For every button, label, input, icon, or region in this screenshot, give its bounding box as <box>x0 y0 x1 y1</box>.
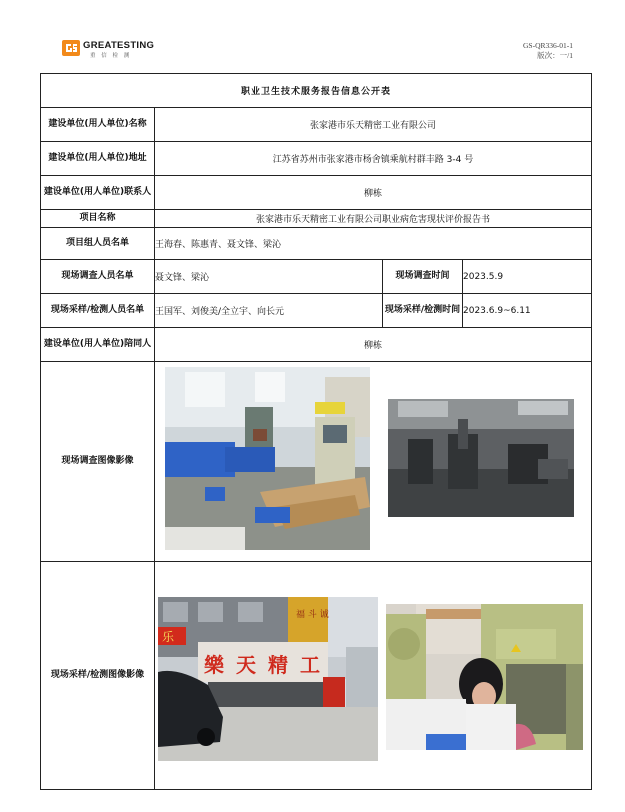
survey-photo-workshop <box>165 367 370 550</box>
logo-title: GREATESTING <box>83 40 155 51</box>
page-title: 职业卫生技术服务报告信息公开表 <box>41 74 592 108</box>
logo-mark-icon <box>62 40 80 56</box>
survey-time-value: 2023.5.9 <box>463 260 592 294</box>
survey-photo-machines <box>388 399 574 517</box>
survey-images-label: 现场调查图像影像 <box>41 362 155 562</box>
sampling-images-cell <box>155 562 592 790</box>
doc-version: 版次：一/1 <box>537 51 573 60</box>
address-label: 建设单位(用人单位)地址 <box>41 142 155 176</box>
contact-value: 柳栋 <box>155 176 592 210</box>
sampling-staff-value: 王国军、刘俊美/全立宇、向长元 <box>155 294 383 328</box>
sign-char-3: 精 <box>268 653 288 677</box>
sampling-images-label: 现场采样/检测图像影像 <box>41 562 155 790</box>
sampling-time-label: 现场采样/检测时间 <box>383 294 463 328</box>
sign-char-4: 工 <box>300 653 320 677</box>
sign-char-1: 樂 <box>204 653 224 677</box>
banner-text: 福 斗 诚 <box>296 610 329 620</box>
doc-code: GS-QR336-01-1 <box>523 41 573 50</box>
team-value: 王海春、陈惠青、聂文锋、梁沁 <box>155 228 592 260</box>
team-label: 项目组人员名单 <box>41 228 155 260</box>
survey-staff-value: 聂文锋、梁沁 <box>155 260 383 294</box>
sampling-staff-label: 现场采样/检测人员名单 <box>41 294 155 328</box>
employer-label: 建设单位(用人单位)名称 <box>41 108 155 142</box>
sign-char-2: 天 <box>236 653 256 677</box>
employer-value: 张家港市乐天精密工业有限公司 <box>155 108 592 142</box>
company-logo <box>62 40 182 60</box>
info-table <box>40 73 592 790</box>
document-number <box>523 41 573 61</box>
sampling-photo-factory-sign <box>158 597 378 761</box>
escort-value: 柳栋 <box>155 328 592 362</box>
project-value: 张家港市乐天精密工业有限公司职业病危害现状评价报告书 <box>155 210 592 228</box>
survey-images-cell <box>155 362 592 562</box>
sampling-photo-operator <box>386 604 583 750</box>
sampling-time-value: 2023.6.9~6.11 <box>463 294 592 328</box>
sign-left-text: 乐 <box>162 630 175 644</box>
address-value: 江苏省苏州市张家港市杨舍镇乘航村群丰路 3-4 号 <box>155 142 592 176</box>
survey-staff-label: 现场调查人员名单 <box>41 260 155 294</box>
logo-subtitle: 重 信 检 测 <box>90 53 132 59</box>
project-label: 项目名称 <box>41 210 155 228</box>
contact-label: 建设单位(用人单位)联系人 <box>41 176 155 210</box>
survey-time-label: 现场调查时间 <box>383 260 463 294</box>
escort-label: 建设单位(用人单位)陪同人 <box>41 328 155 362</box>
